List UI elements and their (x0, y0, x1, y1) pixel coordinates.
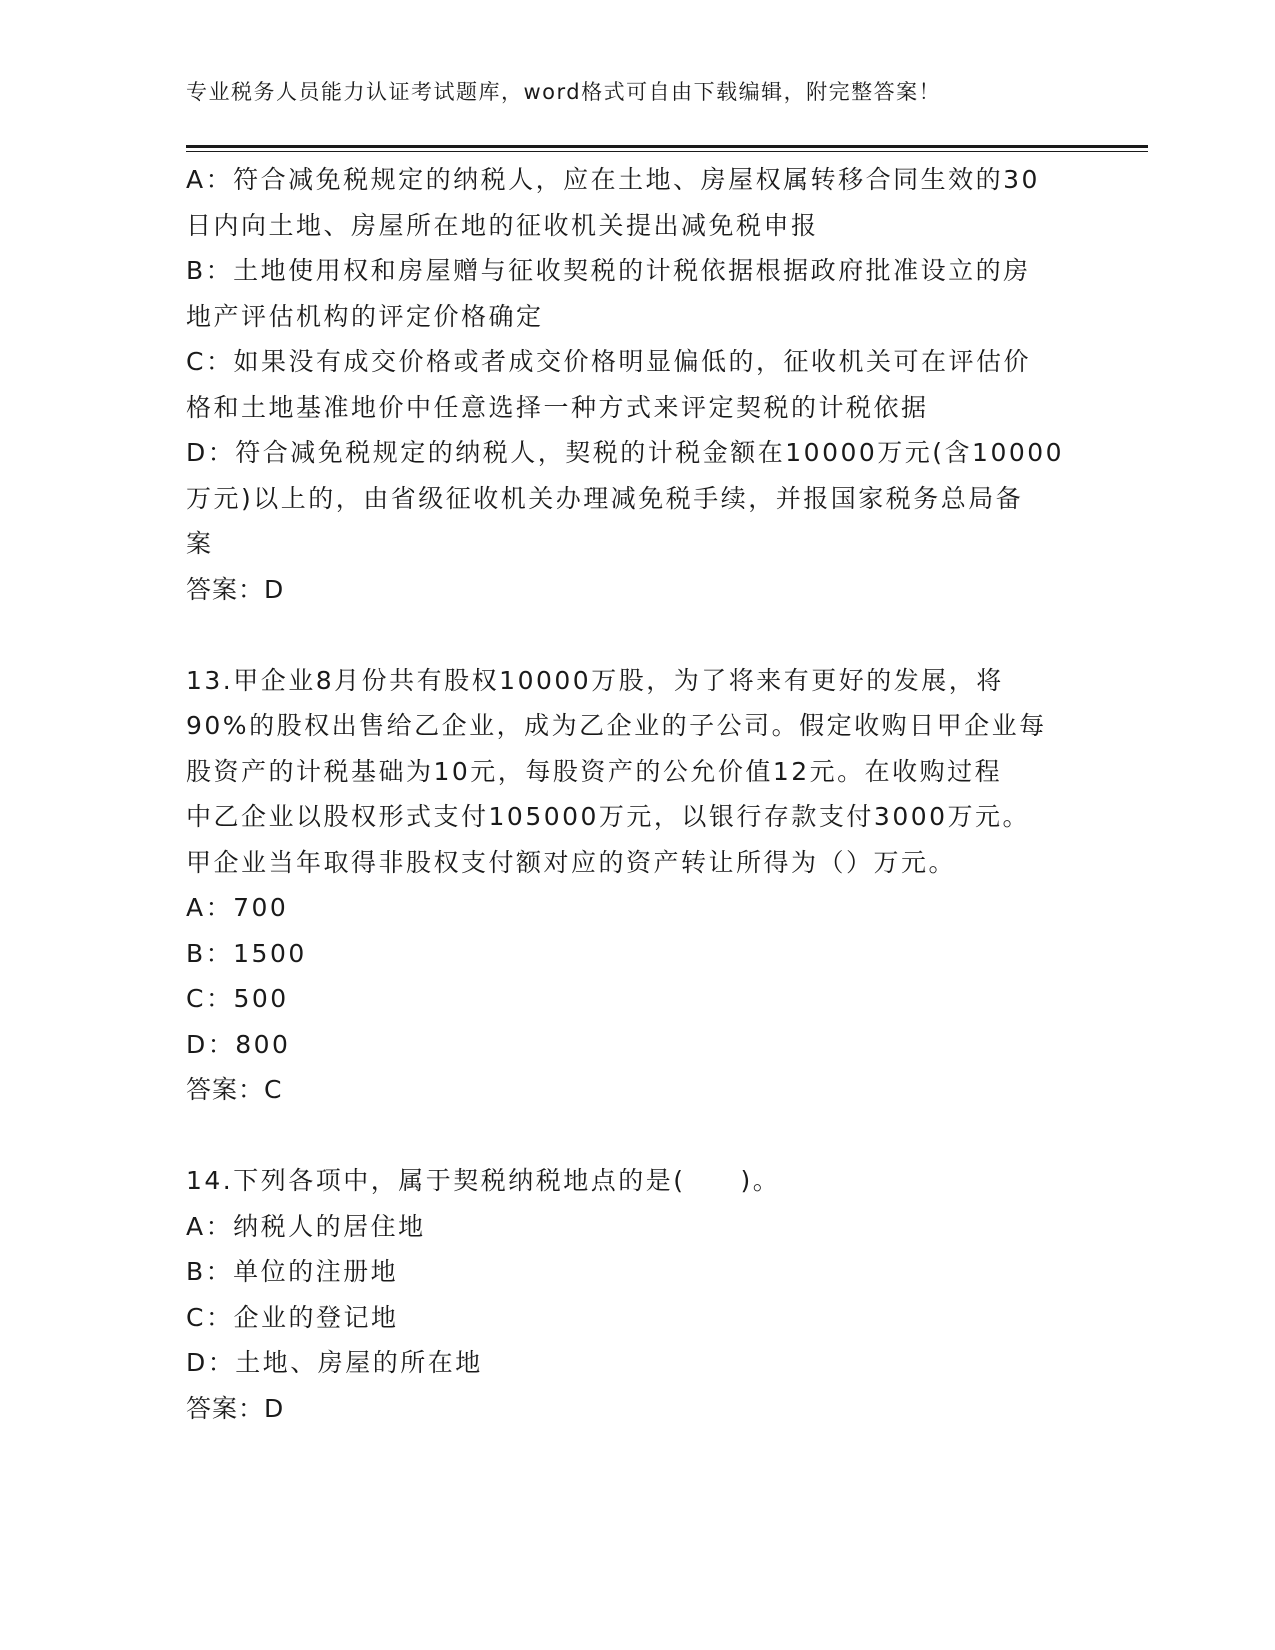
q14-option-d: D：土地、房屋的所在地 (186, 1348, 483, 1377)
q12-option-d-line1: D：符合减免税规定的纳税人，契税的计税金额在10000万元(含10000 (186, 438, 1065, 467)
q14-answer: 答案：D (186, 1393, 285, 1423)
q12-option-a-line2: 日内向土地、房屋所在地的征收机关提出减免税申报 (186, 210, 819, 240)
q14-option-c: C：企业的登记地 (186, 1302, 399, 1332)
q12-option-c-line1: C：如果没有成交价格或者成交价格明显偏低的，征收机关可在评估价 (186, 347, 1031, 376)
q13-stem-line5: 甲企业当年取得非股权支付额对应的资产转让所得为（）万元。 (186, 847, 957, 877)
page-header: 专业税务人员能力认证考试题库，word格式可自由下载编辑，附完整答案！ (186, 80, 942, 104)
question-14 (186, 1158, 1086, 1431)
q12-option-a-line1: A：符合减免税规定的纳税人，应在土地、房屋权属转移合同生效的30 (186, 165, 1040, 194)
q14-option-b: B：单位的注册地 (186, 1257, 399, 1286)
q12-option-d-line3: 案 (186, 529, 214, 558)
q12-answer: 答案：D (186, 574, 285, 604)
q14-stem: 14.下列各项中，属于契税纳税地点的是( )。 (186, 1166, 781, 1195)
document-body (186, 157, 1086, 1431)
q13-stem-line1: 13.甲企业8月份共有股权10000万股，为了将来有更好的发展，将 (186, 665, 1004, 695)
q13-answer: 答案：C (186, 1075, 283, 1104)
header-rule-thick (186, 145, 1148, 148)
header-rule-thin (186, 151, 1148, 152)
q13-option-d: D：800 (186, 1029, 291, 1059)
q12-option-b-line1: B：土地使用权和房屋赠与征收契税的计税依据根据政府批准设立的房 (186, 256, 1031, 285)
spacer (186, 612, 1086, 658)
q13-option-b: B：1500 (186, 938, 307, 968)
q13-stem-line2: 90%的股权出售给乙企业，成为乙企业的子公司。假定收购日甲企业每 (186, 711, 1047, 740)
spacer (186, 1113, 1086, 1159)
q12-option-d-line2: 万元)以上的，由省级征收机关办理减免税手续，并报国家税务总局备 (186, 483, 1024, 513)
q14-option-a: A：纳税人的居住地 (186, 1211, 426, 1241)
q13-option-c: C：500 (186, 984, 289, 1013)
q12-option-c-line2: 格和土地基准地价中任意选择一种方式来评定契税的计税依据 (186, 392, 929, 422)
q13-option-a: A：700 (186, 893, 289, 922)
question-12 (186, 157, 1086, 612)
question-13 (186, 658, 1086, 1113)
q12-option-b-line2: 地产评估机构的评定价格确定 (186, 301, 544, 331)
q13-stem-line4: 中乙企业以股权形式支付105000万元，以银行存款支付3000万元。 (186, 802, 1031, 831)
q13-stem-line3: 股资产的计税基础为10元，每股资产的公允价值12元。在收购过程 (186, 756, 1003, 786)
